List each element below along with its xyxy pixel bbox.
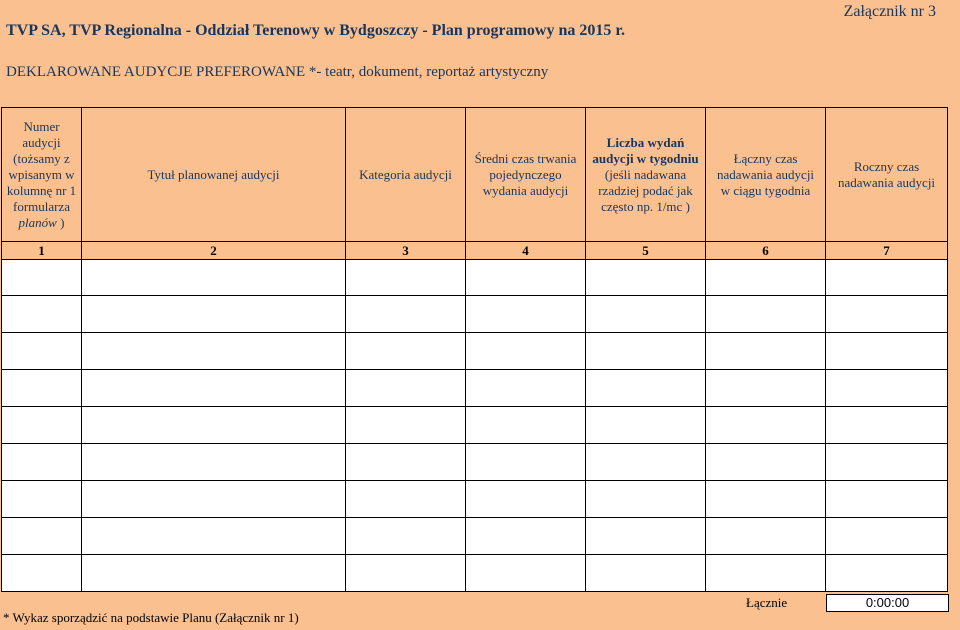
table-cell[interactable] <box>706 444 826 481</box>
annex-label: Załącznik nr 3 <box>843 3 936 20</box>
column-number: 5 <box>586 242 706 260</box>
table-cell[interactable] <box>586 407 706 444</box>
column-header-yearly-time: Roczny czas nadawania audycji <box>826 108 948 242</box>
table-row <box>2 518 948 555</box>
table-header-row <box>2 108 948 242</box>
column-header-weekly-time: Łączny czas nadawania audycji w ciągu tygodnia <box>706 108 826 242</box>
footnote: * Wykaz sporządzić na podstawie Planu (Załącznik nr 1) <box>3 610 299 625</box>
table-cell[interactable] <box>2 370 82 407</box>
programme-table <box>1 107 948 592</box>
column-number: 2 <box>82 242 346 260</box>
table-cell[interactable] <box>826 444 948 481</box>
table-cell[interactable] <box>586 296 706 333</box>
table-cell[interactable] <box>586 444 706 481</box>
table-cell[interactable] <box>2 555 82 592</box>
table-cell[interactable] <box>706 481 826 518</box>
table-row <box>2 370 948 407</box>
table-row <box>2 333 948 370</box>
table-cell[interactable] <box>706 296 826 333</box>
table-cell[interactable] <box>346 444 466 481</box>
column-number: 4 <box>466 242 586 260</box>
column-number: 3 <box>346 242 466 260</box>
column-header-category: Kategoria audycji <box>346 108 466 242</box>
table-cell[interactable] <box>466 333 586 370</box>
table-cell[interactable] <box>2 333 82 370</box>
table-cell[interactable] <box>466 444 586 481</box>
table-cell[interactable] <box>2 296 82 333</box>
table-cell[interactable] <box>82 370 346 407</box>
table-cell[interactable] <box>346 296 466 333</box>
column-header-number: Numer audycji (tożsamy z wpisanym w kolumnę nr 1 formularza planów ) <box>2 108 82 242</box>
table-cell[interactable] <box>466 407 586 444</box>
table-cell[interactable] <box>2 260 82 296</box>
total-label: Łącznie <box>746 595 788 610</box>
table-cell[interactable] <box>346 555 466 592</box>
document-subtitle: DEKLAROWANE AUDYCJE PREFEROWANE *- teatr, dokument, reportaż artystyczny <box>6 64 549 80</box>
table-row <box>2 296 948 333</box>
table-row <box>2 444 948 481</box>
table-cell[interactable] <box>826 333 948 370</box>
column-number-row <box>2 242 948 260</box>
column-number: 7 <box>826 242 948 260</box>
column-number: 6 <box>706 242 826 260</box>
table-cell[interactable] <box>346 407 466 444</box>
table-cell[interactable] <box>82 555 346 592</box>
table-cell[interactable] <box>346 333 466 370</box>
table-cell[interactable] <box>346 260 466 296</box>
table-cell[interactable] <box>706 518 826 555</box>
table-cell[interactable] <box>706 260 826 296</box>
table-cell[interactable] <box>586 370 706 407</box>
table-cell[interactable] <box>826 555 948 592</box>
column-header-title: Tytuł planowanej audycji <box>82 108 346 242</box>
column-header-weekly-count: Liczba wydań audycji w tygodniu (jeśli nadawana rzadziej podać jak często np. 1/mc ) <box>586 108 706 242</box>
table-cell[interactable] <box>466 481 586 518</box>
table-cell[interactable] <box>82 407 346 444</box>
table-cell[interactable] <box>346 518 466 555</box>
table-cell[interactable] <box>346 481 466 518</box>
document-title: TVP SA, TVP Regionalna - Oddział Terenowy w Bydgoszczy - Plan programowy na 2015 r. <box>6 22 626 39</box>
table-cell[interactable] <box>706 407 826 444</box>
table-cell[interactable] <box>586 333 706 370</box>
table-cell[interactable] <box>586 260 706 296</box>
total-value-field[interactable]: 0:00:00 <box>826 594 949 612</box>
table-cell[interactable] <box>466 260 586 296</box>
table-cell[interactable] <box>826 407 948 444</box>
table-cell[interactable] <box>82 481 346 518</box>
table-cell[interactable] <box>586 555 706 592</box>
table-cell[interactable] <box>466 370 586 407</box>
table-cell[interactable] <box>2 481 82 518</box>
table-cell[interactable] <box>466 555 586 592</box>
table-cell[interactable] <box>82 444 346 481</box>
table-cell[interactable] <box>2 444 82 481</box>
table-cell[interactable] <box>706 555 826 592</box>
table-cell[interactable] <box>586 481 706 518</box>
table-cell[interactable] <box>826 481 948 518</box>
table-cell[interactable] <box>826 518 948 555</box>
table-row <box>2 555 948 592</box>
table-cell[interactable] <box>82 260 346 296</box>
table-cell[interactable] <box>2 407 82 444</box>
table-cell[interactable] <box>466 296 586 333</box>
table-cell[interactable] <box>346 370 466 407</box>
column-number: 1 <box>2 242 82 260</box>
table-cell[interactable] <box>82 518 346 555</box>
table-row <box>2 481 948 518</box>
table-cell[interactable] <box>466 518 586 555</box>
column-header-avg-duration: Średni czas trwania pojedynczego wydania audycji <box>466 108 586 242</box>
table-cell[interactable] <box>82 296 346 333</box>
table-cell[interactable] <box>706 333 826 370</box>
table-row <box>2 407 948 444</box>
table-row <box>2 260 948 296</box>
table-cell[interactable] <box>706 370 826 407</box>
table-cell[interactable] <box>82 333 346 370</box>
table-cell[interactable] <box>826 296 948 333</box>
table-cell[interactable] <box>826 260 948 296</box>
table-cell[interactable] <box>586 518 706 555</box>
table-cell[interactable] <box>2 518 82 555</box>
table-cell[interactable] <box>826 370 948 407</box>
